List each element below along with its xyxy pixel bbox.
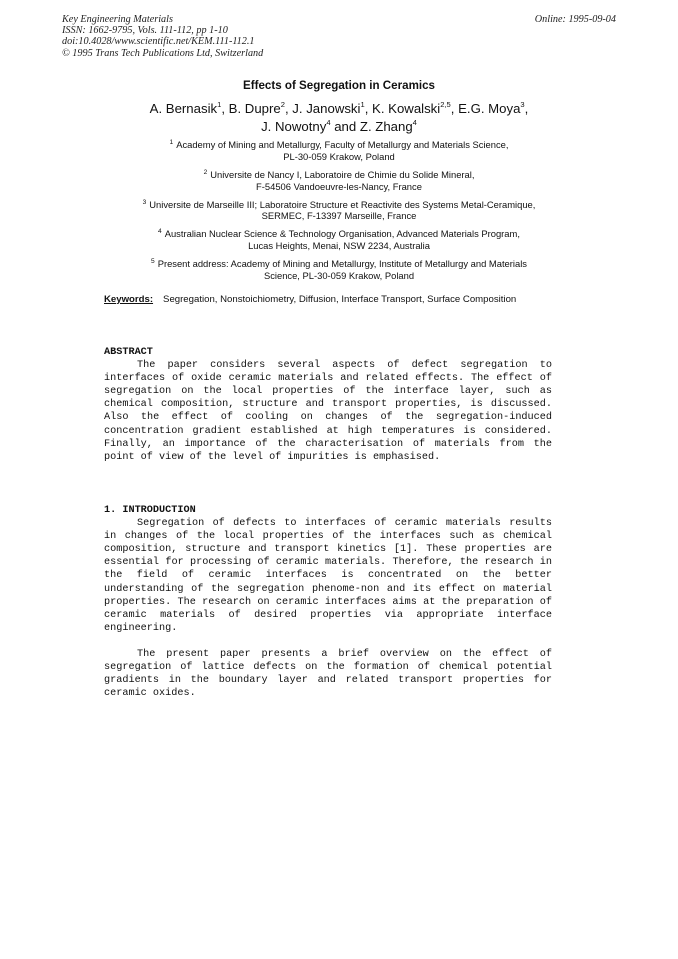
author: Z. Zhang$^4$ (359, 118, 417, 134)
introduction-heading: 1. INTRODUCTION (104, 505, 196, 516)
author: J. Nowotny$^4$ (261, 118, 331, 134)
keywords-text: Segregation, Nonstoichiometry, Diffusion, Interface Transport, Surface Composition (163, 294, 517, 305)
introduction-paragraph: The present paper presents a brief overview on the effect of segregation of lattice defects on the formation of chemical potential gradients in the boundary layer and related transport properties for ceramic oxides. (104, 648, 552, 700)
affiliation: $^5$ Present address: Academy of Mining and Metallurgy, Institute of Metallurgy and Materials Science, PL-30-059 Krakow, Poland (151, 258, 527, 281)
author: J. Janowski$^1$, (292, 100, 369, 116)
running-header (62, 14, 616, 59)
copyright-line: © 1995 Trans Tech Publications Ltd, Switzerland (62, 47, 264, 59)
affiliation: $^3$ Universite de Marseille III; Laboratoire Structure et Reactivite des Systems Metal-Ceramique, SERMEC, F-13397 Marseille, France (142, 198, 536, 222)
author: E.G. Moya$^3$, (458, 100, 529, 116)
journal-name: Key Engineering Materials (62, 14, 173, 25)
issn-line: ISSN: 1662-9795, Vols. 111-112, pp 1-10 (62, 25, 228, 37)
abstract-heading: ABSTRACT (104, 347, 153, 358)
affiliation: $^4$ Australian Nuclear Science & Technology Organisation, Advanced Materials Program, Lucas Heights, Menai, NSW 2234, Australia (158, 228, 520, 252)
introduction-paragraph: Segregation of defects to interfaces of ceramic materials results in changes of the local properties of the interfaces such as chemical composition, structure and transport kinetics [1]. These properties are essential for processing of ceramic materials. Therefore, the research in the field of ceramic interfaces is concentrated on the better understanding of the segregation phenome-non and its effect on material properties. The research on ceramic interfaces aims at the preparation of ceramic materials of desired properties via appropriate interface engineering. (104, 518, 552, 634)
affiliation: $^2$ Universite de Nancy I, Laboratoire de Chimie du Solide Mineral, F-54506 Vandoeuvre-les-Nancy, France (203, 168, 475, 192)
author-list: A. Bernasik$^1$, B. Dupre$^2$, J. Janowski$^1$, K. Kowalski$^{2,5}$, E.G. Moya$^3$, J. Nowotny$^4$ and Z. Zhang$^4$ (149, 100, 529, 134)
abstract-section (104, 346, 552, 464)
affiliation-list (96, 139, 582, 288)
paper-title: Effects of Segregation in Ceramics (243, 79, 435, 92)
introduction-section (104, 504, 552, 700)
online-date: Online: 1995-09-04 (534, 14, 616, 25)
keywords-label: Keywords: (104, 294, 154, 305)
abstract-text: The paper considers several aspects of defect segregation to interfaces of oxide ceramic materials and related effects. The effect of segregation on the local properties of the interface layer, such as chemical composition, structure and transport properties, is discussed. Also the effect of cooling on changes of the segregation-induced concentration gradient established at high temperatures is considered. Finally, an importance of the characterisation of materials from the point of view of the level of impurities is emphasised. (104, 360, 552, 463)
author: A. Bernasik$^1$, (149, 100, 225, 116)
keywords (104, 293, 550, 306)
doi-line: doi:10.4028/www.scientific.net/KEM.111-112.1 (62, 36, 255, 48)
author: K. Kowalski$^{2,5}$, (372, 100, 455, 116)
author: B. Dupre$^2$, (228, 100, 289, 116)
affiliation: $^1$ Academy of Mining and Metallurgy, Faculty of Metallurgy and Materials Science, PL-30-059 Krakow, Poland (169, 139, 509, 162)
